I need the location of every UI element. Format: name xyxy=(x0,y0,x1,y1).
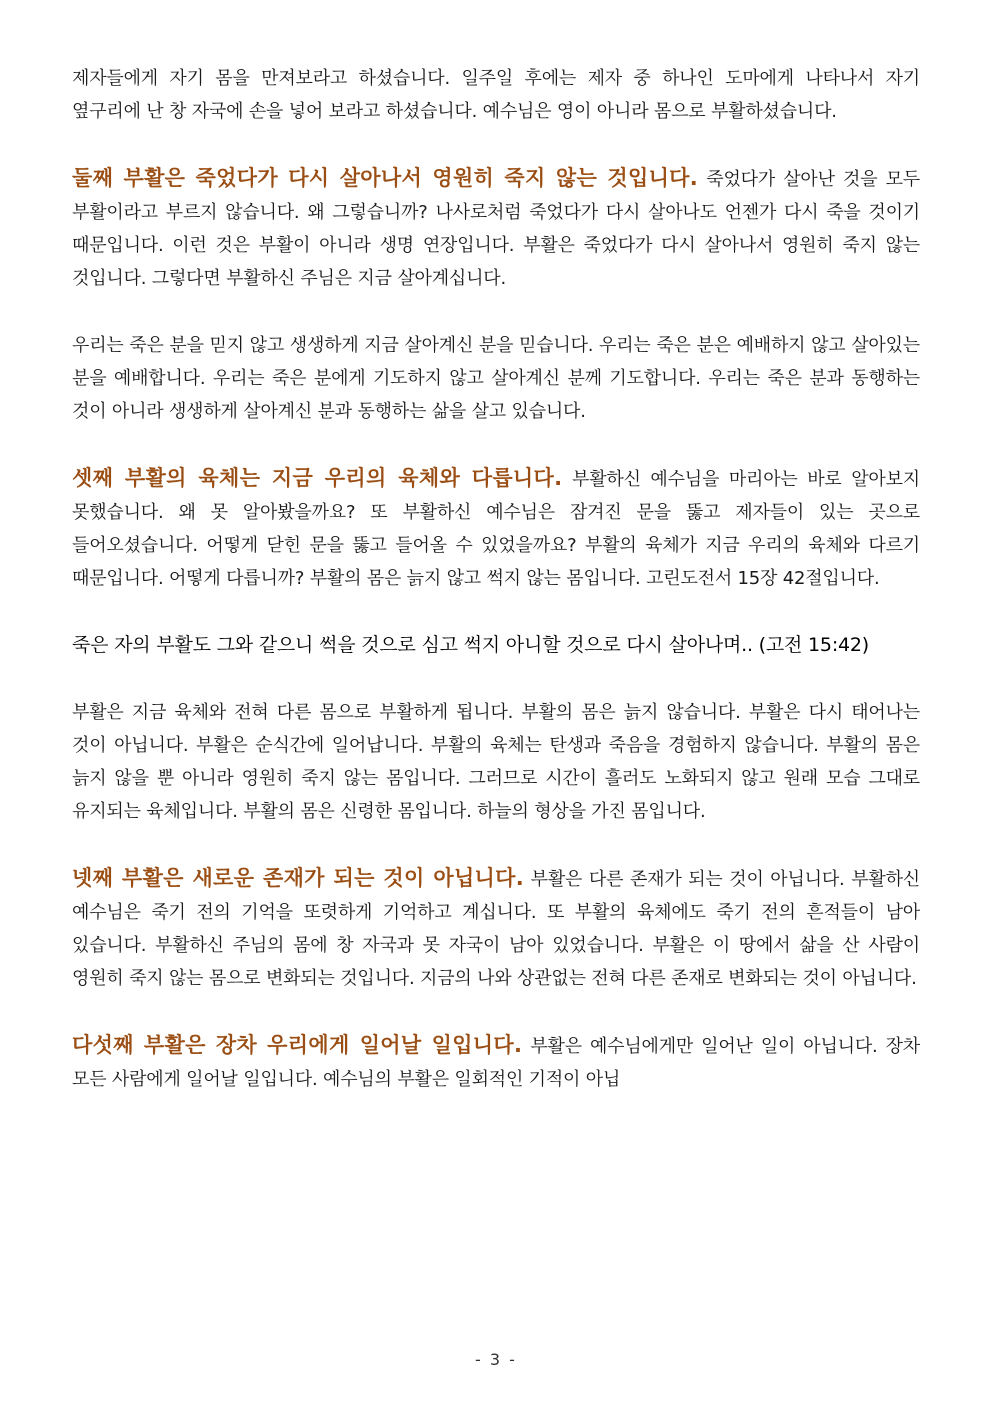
document-page xyxy=(72,62,920,1096)
point-heading: 둘째 부활은 죽었다가 다시 살아나서 영원히 죽지 않는 것입니다. xyxy=(72,166,699,190)
paragraph-body xyxy=(72,696,920,828)
point-heading: 넷째 부활은 새로운 존재가 되는 것이 아닙니다. xyxy=(72,866,524,890)
paragraph-text: 부활은 예수님에게만 일어난 일이 아닙니다. 장차 모든 사람에게 일어날 일입니다. 예수님의 부활은 일회적인 기적이 아닙 xyxy=(72,1036,920,1090)
scripture-quote xyxy=(72,629,920,662)
paragraph-body xyxy=(72,62,920,128)
point-heading: 셋째 부활의 육체는 지금 우리의 육체와 다릅니다. xyxy=(72,466,563,490)
paragraph-text: 부활하신 예수님을 마리아는 바로 알아보지 못했습니다. 왜 못 알아봤을까요? 또 부활하신 예수님은 잠겨진 문을 뚫고 제자들이 있는 곳으로 들어오셨습니다. 어떻게 닫힌 문을 뚫고 들어올 수 있었을까요? 부활의 육체가 지금 우리의 육체와 다르기 때문입니다. 어떻게 다릅니까? 부활의 몸은 늙지 않고 썩지 않는 몸입니다. 고린도전서 15장 42절입니다. xyxy=(72,469,920,589)
paragraph-body xyxy=(72,329,920,428)
paragraph-text: 죽었다가 살아난 것을 모두 부활이라고 부르지 않습니다. 왜 그렇습니까? 나사로처럼 죽었다가 다시 살아나도 언젠가 다시 죽을 것이기 때문입니다. 이런 것은 부활이 아니라 생명 연장입니다. 부활은 죽었다가 다시 살아나서 영원히 죽지 않는 것입니다. 그렇다면 부활하신 주님은 지금 살아계십니다. xyxy=(72,169,920,289)
paragraph-text: 부활은 지금 육체와 전혀 다른 몸으로 부활하게 됩니다. 부활의 몸은 늙지 않습니다. 부활은 다시 태어나는 것이 아닙니다. 부활은 순식간에 일어납니다. 부활의 육체는 탄생과 죽음을 경험하지 않습니다. 부활의 몸은 늙지 않을 뿐 아니라 영원히 죽지 않는 몸입니다. 그러므로 시간이 흘러도 노화되지 않고 원래 모습 그대로 유지되는 육체입니다. 부활의 몸은 신령한 몸입니다. 하늘의 형상을 가진 몸입니다. xyxy=(72,702,920,822)
page-number: - 3 - xyxy=(475,1350,517,1369)
paragraph-fourth-point xyxy=(72,862,920,995)
paragraph-text: 부활은 다른 존재가 되는 것이 아닙니다. 부활하신 예수님은 죽기 전의 기억을 또렷하게 기억하고 계십니다. 또 부활의 육체에도 죽기 전의 흔적들이 남아 있습니다. 부활하신 주님의 몸에 창 자국과 못 자국이 남아 있었습니다. 부활은 이 땅에서 삶을 산 사람이 영원히 죽지 않는 몸으로 변화되는 것입니다. 지금의 나와 상관없는 전혀 다른 존재로 변화되는 것이 아닙니다. xyxy=(72,869,920,989)
point-heading: 다섯째 부활은 장차 우리에게 일어날 일입니다. xyxy=(72,1033,523,1057)
quote-text: 죽은 자의 부활도 그와 같으니 썩을 것으로 심고 썩지 아니할 것으로 다시 살아나며.. (고전 15:42) xyxy=(72,634,870,656)
paragraph-text: 제자들에게 자기 몸을 만져보라고 하셨습니다. 일주일 후에는 제자 중 하나인 도마에게 나타나서 자기 옆구리에 난 창 자국에 손을 넣어 보라고 하셨습니다. 예수님은 영이 아니라 몸으로 부활하셨습니다. xyxy=(72,68,920,122)
paragraph-third-point xyxy=(72,462,920,595)
paragraph-fifth-point xyxy=(72,1029,920,1096)
paragraph-second-point xyxy=(72,162,920,295)
paragraph-text: 우리는 죽은 분을 믿지 않고 생생하게 지금 살아계신 분을 믿습니다. 우리는 죽은 분은 예배하지 않고 살아있는 분을 예배합니다. 우리는 죽은 분에게 기도하지 않고 살아계신 분께 기도합니다. 우리는 죽은 분과 동행하는 것이 아니라 생생하게 살아계신 분과 동행하는 삶을 살고 있습니다. xyxy=(72,335,920,422)
